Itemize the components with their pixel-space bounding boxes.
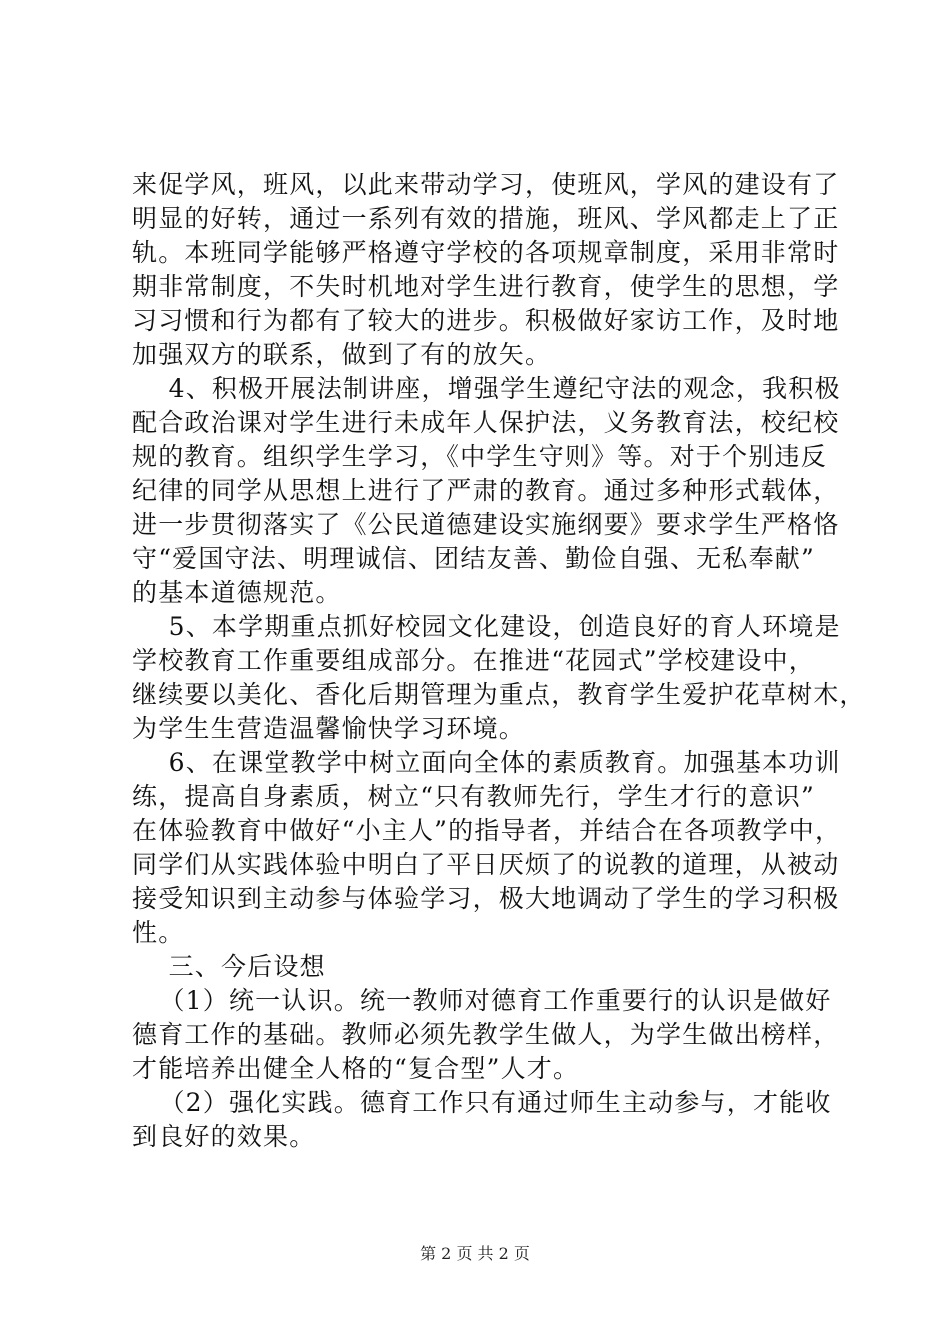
text-line: （2）强化实践。德育工作只有通过师生主动参与，才能收 bbox=[132, 1088, 832, 1117]
text-line: 为学生生营造温馨愉快学习环境。 bbox=[132, 714, 526, 743]
text-line: 6、在课堂教学中树立面向全体的素质教育。加强基本功训 bbox=[132, 748, 841, 777]
text-line: 加强双方的联系，做到了有的放矢。 bbox=[132, 340, 552, 369]
text-line: 配合政治课对学生进行未成年人保护法，义务教育法，校纪校 bbox=[132, 408, 840, 437]
text-line: 在体验教育中做好“小主人”的指导者，并结合在各项教学中， bbox=[132, 816, 842, 845]
text-line: 明显的好转，通过一系列有效的措施，班风、学风都走上了正 bbox=[132, 204, 840, 233]
text-line: 5、本学期重点抓好校园文化建设，创造良好的育人环境是 bbox=[132, 612, 841, 641]
text-line: 到良好的效果。 bbox=[132, 1122, 316, 1151]
text-line: 进一步贯彻落实了《公民道德建设实施纲要》要求学生严格恪 bbox=[132, 510, 840, 539]
text-line: 守“爱国守法、明理诚信、团结友善、勤俭自强、无私奉献” bbox=[132, 544, 815, 573]
text-line: 4、积极开展法制讲座，增强学生遵纪守法的观念，我积极 bbox=[132, 374, 841, 403]
text-line: 来促学风，班风，以此来带动学习，使班风，学风的建设有了 bbox=[132, 170, 840, 199]
text-line: 习习惯和行为都有了较大的进步。积极做好家访工作，及时地 bbox=[132, 306, 840, 335]
text-line: 性。 bbox=[132, 918, 185, 947]
text-line: 轨。本班同学能够严格遵守学校的各项规章制度，采用非常时 bbox=[132, 238, 840, 267]
document-body bbox=[132, 168, 866, 1154]
text-line: 的基本道德规范。 bbox=[132, 578, 342, 607]
text-line: 德育工作的基础。教师必须先教学生做人，为学生做出榜样， bbox=[132, 1020, 840, 1049]
text-line: 期非常制度，不失时机地对学生进行教育，使学生的思想，学 bbox=[132, 272, 840, 301]
text-line: 同学们从实践体验中明白了平日厌烦了的说教的道理，从被动 bbox=[132, 850, 840, 879]
text-line: 接受知识到主动参与体验学习，极大地调动了学生的学习积极 bbox=[132, 884, 840, 913]
text-line: 学校教育工作重要组成部分。在推进“花园式”学校建设中， bbox=[132, 646, 815, 675]
text-line: 继续要以美化、香化后期管理为重点，教育学生爱护花草树木， bbox=[132, 680, 866, 709]
page-footer: 第 2 页 共 2 页 bbox=[420, 1244, 530, 1263]
text-line: 规的教育。组织学生学习，《中学生守则》等。对于个别违反 bbox=[132, 442, 827, 471]
text-line: 纪律的同学从思想上进行了严肃的教育。通过多种形式载体， bbox=[132, 476, 840, 505]
text-line: 练，提高自身素质，树立“只有教师先行，学生才行的意识” bbox=[132, 782, 815, 811]
text-line: 三、今后设想 bbox=[132, 952, 326, 981]
text-line: 才能培养出健全人格的“复合型”人才。 bbox=[132, 1054, 580, 1083]
text-line: （1）统一认识。统一教师对德育工作重要行的认识是做好 bbox=[132, 986, 832, 1015]
